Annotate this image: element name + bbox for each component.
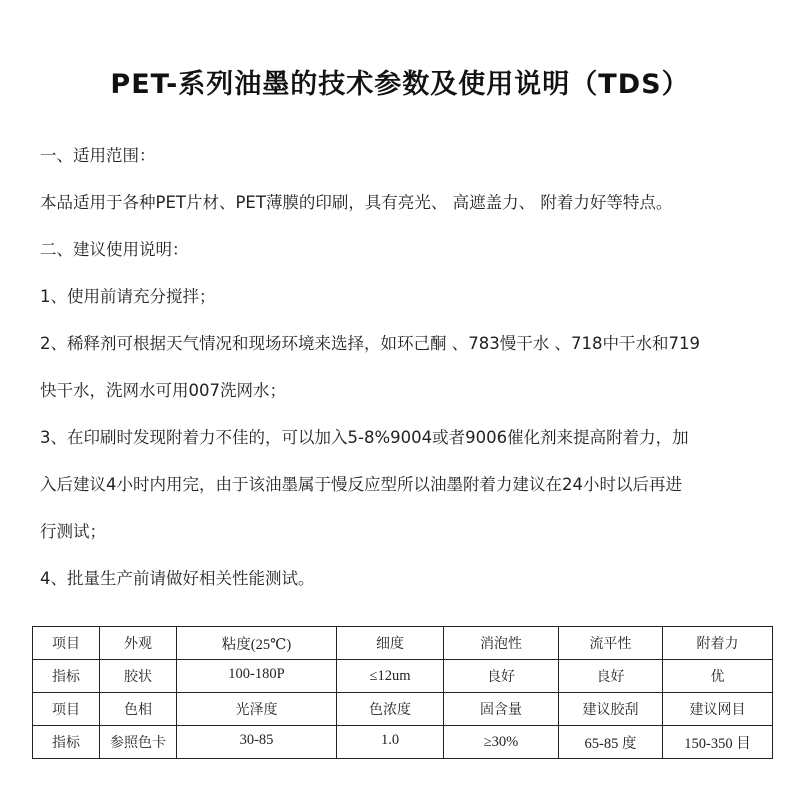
table-cell: 优: [663, 660, 773, 693]
usage-item-3-line-2: 入后建议4小时内用完，由于该油墨属于慢反应型所以油墨附着力建议在24小时以后再进: [40, 475, 682, 494]
section-heading-scope: 一、适用范围：: [40, 146, 156, 165]
table-cell: ≥30%: [444, 726, 559, 759]
table-cell: 指标: [33, 660, 100, 693]
table-cell: 1.0: [337, 726, 444, 759]
table-cell: 色相: [100, 693, 177, 726]
table-cell: 100-180P: [177, 660, 337, 693]
table-cell: 消泡性: [444, 627, 559, 660]
table-row: [33, 693, 773, 726]
table-cell: 胶状: [100, 660, 177, 693]
usage-item-3-line-3: 行测试；: [40, 522, 106, 541]
table-cell: 外观: [100, 627, 177, 660]
table-row: [33, 627, 773, 660]
table-cell: 色浓度: [337, 693, 444, 726]
table-cell: 150-350 目: [663, 726, 773, 759]
table-cell: 良好: [559, 660, 663, 693]
table-cell: 附着力: [663, 627, 773, 660]
table-row: [33, 726, 773, 759]
table-cell: 指标: [33, 726, 100, 759]
table-cell: 良好: [444, 660, 559, 693]
spec-table: [32, 626, 773, 759]
document-title: PET-系列油墨的技术参数及使用说明（TDS）: [110, 69, 690, 100]
table-cell: ≤12um: [337, 660, 444, 693]
usage-item-2-line-1: 2、稀释剂可根据天气情况和现场环境来选择，如环己酮 、783慢干水 、718中干水和719: [40, 334, 700, 353]
usage-item-2-line-2: 快干水，洗网水可用007洗网水；: [40, 381, 286, 400]
table-cell: 建议胶刮: [559, 693, 663, 726]
table-cell: 30-85: [177, 726, 337, 759]
section-heading-usage: 二、建议使用说明：: [40, 240, 189, 259]
usage-item-1: 1、使用前请充分搅拌；: [40, 287, 216, 306]
table-cell: 光泽度: [177, 693, 337, 726]
table-row: [33, 660, 773, 693]
scope-description: 本品适用于各种PET片材、PET薄膜的印刷，具有亮光、 高遮盖力、 附着力好等特点。: [40, 193, 673, 212]
usage-item-3-line-1: 3、在印刷时发现附着力不佳的，可以加入5-8%9004或者9006催化剂来提高附着力，加: [40, 428, 689, 447]
table-cell: 参照色卡: [100, 726, 177, 759]
table-cell: 流平性: [559, 627, 663, 660]
table-cell: 细度: [337, 627, 444, 660]
table-cell: 建议网目: [663, 693, 773, 726]
table-cell: 65-85 度: [559, 726, 663, 759]
table-cell: 项目: [33, 693, 100, 726]
table-cell: 项目: [33, 627, 100, 660]
table-cell: 固含量: [444, 693, 559, 726]
usage-item-4: 4、批量生产前请做好相关性能测试。: [40, 569, 315, 588]
table-cell: 粘度(25℃): [177, 627, 337, 660]
